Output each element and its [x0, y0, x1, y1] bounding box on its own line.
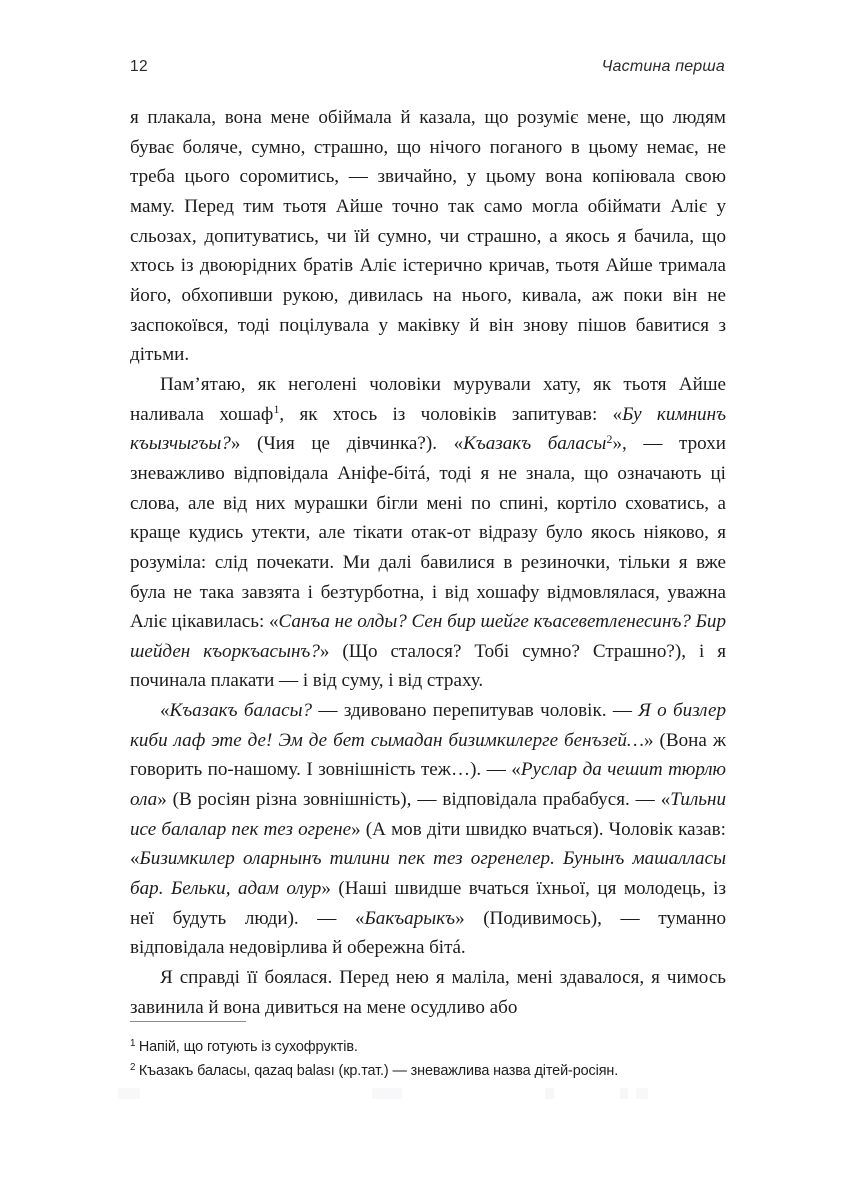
- scan-speck: [545, 1088, 554, 1099]
- text-run: , як хтось із чоловіків запитував: «: [279, 403, 623, 425]
- text-run: Пам’ятаю, як неголені чоловіки мурували хату, як тьотя Айше наливала хошаф: [130, 373, 726, 425]
- footnote-marker: 2: [130, 1061, 136, 1073]
- text-run: » (А мов діти швидко вчаться). Чоловік казав: «: [130, 818, 726, 870]
- footnote-reference[interactable]: 1: [273, 402, 280, 417]
- italic-phrase: Санъа не олды? Сен бир шейге къасеветленесинъ? Бир шейден къоркъасынъ?: [130, 611, 726, 662]
- italic-phrase: Я о бизлер киби лаф эте де! Эм де бет сымадан бизимкилерге бенъзей…: [130, 700, 727, 751]
- text-run: я плакала, вона мене обіймала й казала, що розуміє мене, що людям буває боляче, сумно, страшно, що нічого поганого в цьому немає, не треба цього соромитись, — звичайно, у цьому вона копіювала свою маму. Перед тим тьотя Айше точно так само могла обіймати Алiє у сльозах, допитуватись, чи їй сумно, чи страшно, а якось я бачила, що хтось із двоюрідних братів Алiє істерично кричав, тьотя Айше тримала його, обхопивши рукою, дивилась на нього, кивала, аж поки він не заспокоївся, тоді поцілувала у маківку й він знову пішов бавитися з дітьми.: [130, 107, 726, 366]
- text-run: » (Чия це дівчинка?). «: [230, 433, 464, 455]
- body-text-block: [130, 103, 726, 1022]
- italic-phrase: Тильни исе балалар пек тез огрене: [130, 789, 726, 840]
- italic-phrase: Бакъарыкъ: [364, 907, 456, 929]
- scan-artifacts: [0, 1088, 851, 1102]
- page-number: 12: [130, 58, 149, 75]
- text-run: », — трохи зневажливо відповідала Аніфе-бітá, тоді я не знала, що означають ці слова, але від них мурашки бігли мені по спині, кортіло сховатись, а краще кудись утекти, але тікати отак-от відразу було якось ніяково, я розуміла: слід почекати. Ми далі бавилися в резиночки, тільки я вже була не така завзята і безтурботна, і від хошафу відмовлялася, уважна Алiє цікавилась: «: [130, 433, 726, 633]
- text-run: — здивовано перепитував чоловік. —: [312, 700, 639, 722]
- scan-speck: [620, 1088, 628, 1099]
- footnote-separator-rule: [130, 1021, 246, 1022]
- text-run: » (Що сталося? Тобі сумно? Страшно?), і я починала плакати — і від суму, і від страху.: [130, 640, 726, 692]
- text-run: » (В росіян різна зовнішність), — відповідала прабабуся. — «: [157, 789, 671, 811]
- paragraph: [130, 696, 726, 963]
- paragraph: [130, 103, 726, 370]
- text-run: » (Вона ж говорить по-нашому. І зовнішність теж…). — «: [130, 729, 727, 781]
- text-run: «: [160, 700, 170, 722]
- running-title: Частина перша: [601, 58, 725, 75]
- paragraph: [130, 370, 726, 696]
- italic-phrase: Къазакъ баласы?: [169, 700, 313, 722]
- italic-phrase: Къазакъ баласы: [463, 433, 607, 455]
- running-header: [130, 58, 725, 84]
- footnote-area: [130, 1021, 726, 1083]
- footnote-item: [130, 1059, 726, 1083]
- footnote-text: Къазакъ баласы, qazaq balası (кр.тат.) — зневажлива назва дітей-росіян.: [138, 1063, 619, 1079]
- footnote-reference[interactable]: 2: [606, 432, 613, 447]
- text-run: » (Наші швидше вчаться їхньої, ця молодець, із неї будуть люди). — «: [130, 878, 726, 929]
- footnote-item: [130, 1035, 726, 1059]
- footnote-marker: 1: [130, 1037, 136, 1049]
- italic-phrase: Бу кимнинъ къызчыгъы?: [130, 403, 726, 455]
- scan-speck: [636, 1088, 648, 1099]
- text-run: » (Подивимось), — туманно відповідала недовірлива й обережна бітá.: [130, 907, 726, 959]
- scan-speck: [372, 1088, 402, 1099]
- italic-phrase: Руслар да чешит тюрлю ола: [130, 759, 727, 811]
- scan-speck: [118, 1088, 140, 1099]
- footnote-list: [130, 1035, 726, 1083]
- footnote-text: Напій, що готують із сухофруктів.: [138, 1039, 358, 1055]
- italic-phrase: Бизимкилер оларнынъ тилини пек тез огренелер. Бунынъ машалласы бар. Бельки, адам олур: [130, 848, 726, 900]
- paragraph: [130, 963, 726, 1022]
- text-run: Я справді її боялася. Перед нею я маліла, мені здавалося, я чимось завинила й вона дивиться на мене осудливо або: [130, 967, 726, 1018]
